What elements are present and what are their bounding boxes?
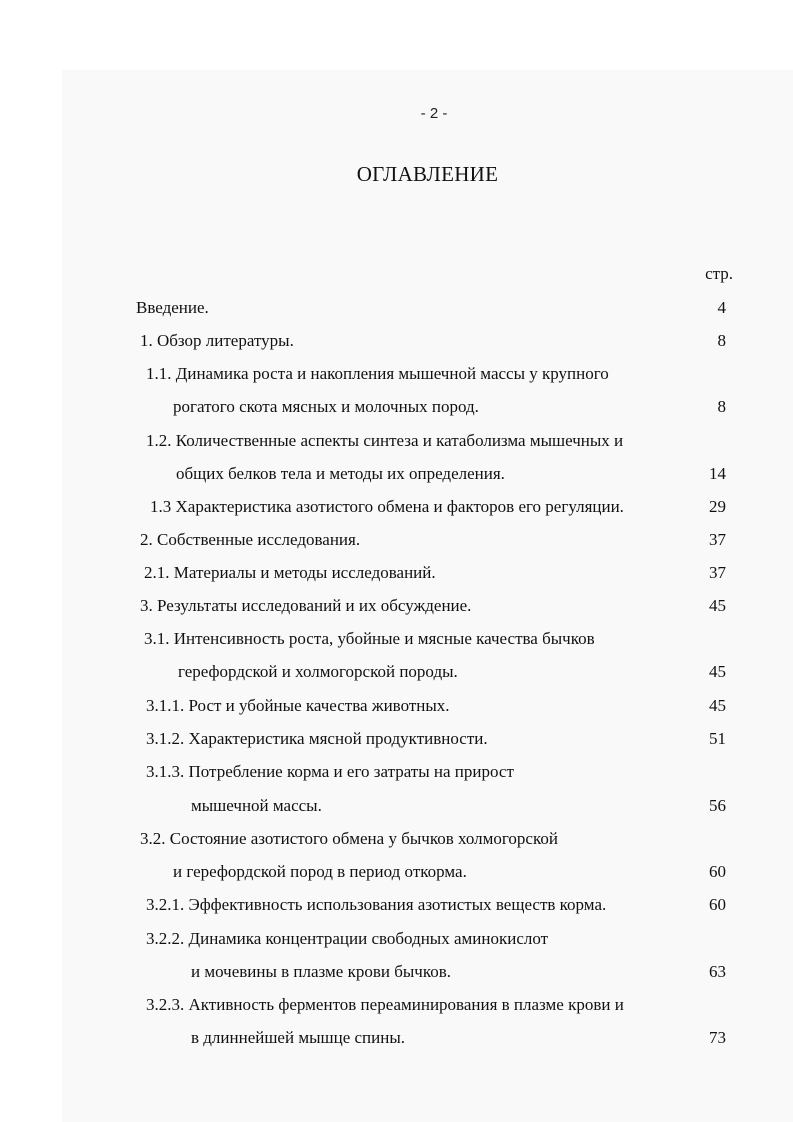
toc-entry-1-2-line-1: 1.2. Количественные аспекты синтеза и катаболизма мышечных и (146, 431, 624, 450)
toc-entry-3-2-3-line-1: 3.2.3. Активность ферментов переаминирования в плазме крови и (146, 995, 624, 1014)
toc-page-3-2: 60 (709, 862, 726, 881)
toc-heading: ОГЛАВЛЕНИЕ (356, 162, 499, 186)
toc-page-1: 8 (717, 331, 726, 350)
toc-entry-introduction: Введение. (136, 298, 209, 317)
page-column-label: стр. (705, 264, 733, 283)
page-number: - 2 - (420, 105, 448, 122)
toc-entry-3-2-2-line-1: 3.2.2. Динамика концентрации свободных аминокислот (146, 929, 549, 948)
toc-entry-3-2-1: 3.2.1. Эффективность использования азотистых веществ корма. (146, 895, 607, 914)
toc-page-3-1: 45 (709, 662, 726, 681)
toc-entry-3: 3. Результаты исследований и их обсуждение. (140, 596, 472, 615)
toc-page-3-1-2: 51 (709, 729, 726, 748)
toc-page-1-1: 8 (717, 397, 726, 416)
toc-entry-3-1-1: 3.1.1. Рост и убойные качества животных. (146, 696, 450, 715)
toc-page-2: 37 (709, 530, 726, 549)
toc-page-introduction: 4 (717, 298, 726, 317)
toc-page-1-3: 29 (709, 497, 726, 516)
toc-page-3-2-3: 73 (709, 1028, 726, 1047)
toc-entry-1: 1. Обзор литературы. (140, 331, 294, 350)
toc-page-3-2-2: 63 (709, 962, 726, 981)
toc-page-3-2-1: 60 (709, 895, 726, 914)
toc-entry-1-1-line-1: 1.1. Динамика роста и накопления мышечной массы у крупного (146, 364, 609, 383)
toc-page-2-1: 37 (709, 563, 726, 582)
toc-entry-3-2-3-line-2: в длиннейшей мышце спины. (191, 1028, 406, 1047)
toc-entry-3-1-line-2: герефордской и холмогорской породы. (178, 662, 458, 681)
toc-entry-2-1: 2.1. Материалы и методы исследований. (144, 563, 436, 582)
toc-entry-1-3: 1.3 Характеристика азотистого обмена и факторов его регуляции. (150, 497, 624, 516)
toc-entry-3-2-2-line-2: и мочевины в плазме крови бычков. (191, 962, 452, 981)
toc-entry-3-2-line-2: и герефордской пород в период откорма. (173, 862, 467, 881)
toc-page-3-1-1: 45 (709, 696, 726, 715)
toc-entry-2: 2. Собственные исследования. (140, 530, 361, 549)
toc-entry-3-2-line-1: 3.2. Состояние азотистого обмена у бычков холмогорской (140, 829, 558, 848)
toc-page-3: 45 (709, 596, 726, 615)
toc-page-3-1-3: 56 (709, 796, 726, 815)
toc-entry-3-1-line-1: 3.1. Интенсивность роста, убойные и мясные качества бычков (144, 629, 595, 648)
toc-entry-1-1-line-2: рогатого скота мясных и молочных пород. (173, 397, 479, 416)
toc-entry-1-2-line-2: общих белков тела и методы их определения. (176, 464, 505, 483)
toc-entry-3-1-3-line-1: 3.1.3. Потребление корма и его затраты на прирост (146, 762, 514, 781)
toc-entry-3-1-3-line-2: мышечной массы. (191, 796, 322, 815)
toc-entry-3-1-2: 3.1.2. Характеристика мясной продуктивности. (146, 729, 488, 748)
toc-page-1-2: 14 (709, 464, 726, 483)
